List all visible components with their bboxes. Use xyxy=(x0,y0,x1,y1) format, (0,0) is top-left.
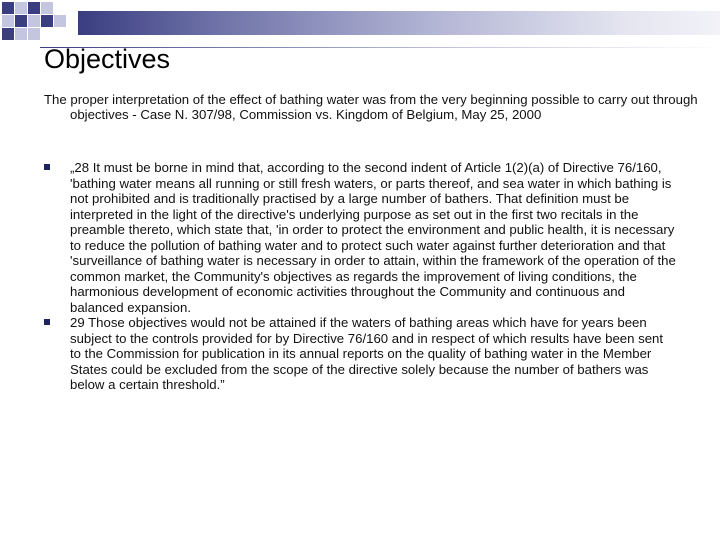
deco-square xyxy=(2,2,14,14)
bullet-item xyxy=(44,315,676,393)
decorative-header xyxy=(0,0,720,48)
bullet-item xyxy=(44,160,676,315)
deco-square xyxy=(41,15,53,27)
deco-square xyxy=(54,15,66,27)
deco-square xyxy=(15,28,27,40)
deco-square xyxy=(41,2,53,14)
deco-square xyxy=(2,28,14,40)
intro-paragraph: The proper interpretation of the effect of bathing water was from the very beginning possible to carry out through objectives - Case N. 307/98, Commission vs. Kingdom of Belgium, May 25, 2000 xyxy=(44,92,698,122)
slide-title: Objectives xyxy=(44,44,171,74)
deco-square xyxy=(28,28,40,40)
square-bullet-icon xyxy=(44,164,50,170)
square-bullet-icon xyxy=(44,319,50,325)
bullet-list xyxy=(44,160,676,393)
deco-square xyxy=(28,15,40,27)
deco-square xyxy=(2,15,14,27)
bullet-text: 29 Those objectives would not be attained if the waters of bathing areas which have for years been subject to the controls provided for by Directive 76/160 and in respect of which results have been sent to the Commission for publication in its annual reports on the quality of bathing water in the Member States could be excluded from the scope of the directive solely because the number of bathers was below a certain threshold.” xyxy=(70,315,664,392)
deco-square xyxy=(28,2,40,14)
bullet-text: „28 It must be borne in mind that, according to the second indent of Article 1(2)(a) of Directive 76/160, 'bathing water means all running or still fresh waters, or parts thereof, and sea water in which bathing is not prohibited and is traditionally practised by a large number of bathers. That definition must be interpreted in the light of the directive's underlying purpose as set out in the first two recitals in the preamble thereto, which state that, 'in order to protect the environment and public health, it is necessary to reduce the pollution of bathing water and to protect such water against further deterioration and that 'surveillance of bathing water is necessary in order to attain, within the framework of the operation of the common market, the Community's objectives as regards the improvement of living conditions, the harmonious development of economic activities throughout the Community and continuous and balanced expansion. xyxy=(70,160,676,315)
deco-square xyxy=(15,2,27,14)
deco-square xyxy=(15,15,27,27)
header-gradient-bar xyxy=(78,11,720,35)
